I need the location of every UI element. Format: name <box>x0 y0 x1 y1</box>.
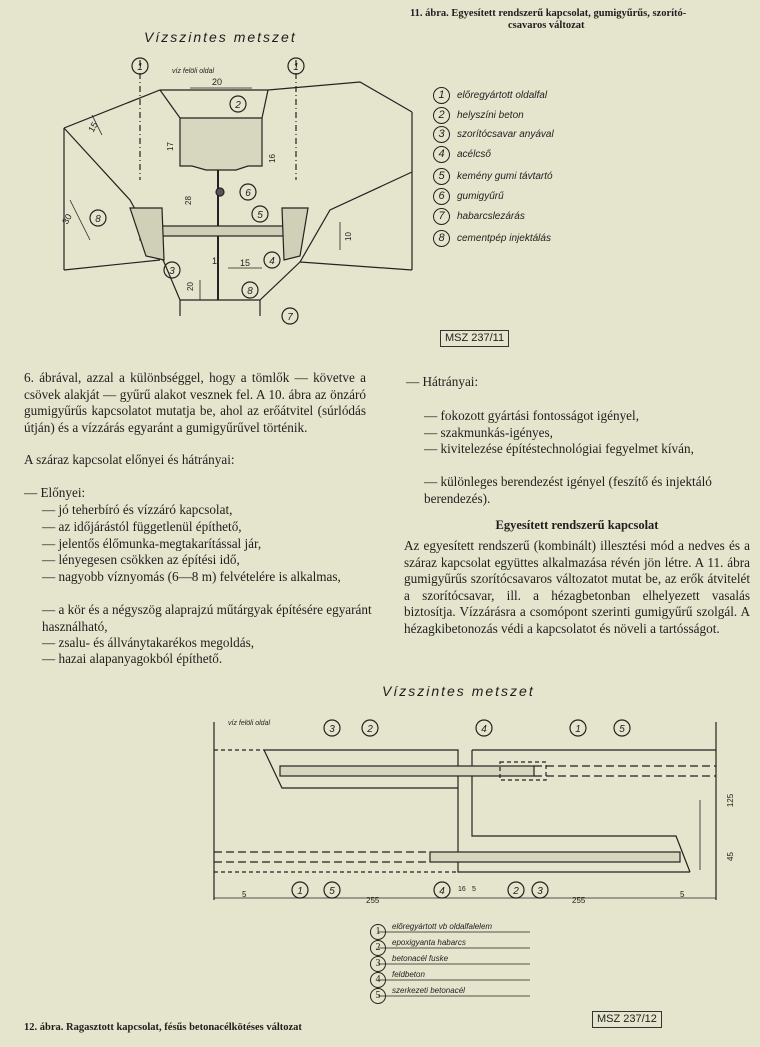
svg-text:1: 1 <box>137 62 143 73</box>
list-item: — kivitelezése építéstechnológiai fegyelmet kíván, <box>424 441 694 456</box>
list-item: — hazai alapanyagokból építhető. <box>42 651 223 666</box>
list-item: — a kör és a négyszög alaprajzú műtárgyak építésére egyaránt használható, <box>42 602 372 634</box>
list-item: — nagyobb víznyomás (6—8 m) felvételére is alkalmas, <box>42 569 341 584</box>
legend-num: 6 <box>433 188 450 205</box>
legend-num: 2 <box>370 940 386 956</box>
list-item: — lényegesen csökken az építési idő, <box>42 552 240 567</box>
fig12-title: Vízszintes metszet <box>382 683 535 699</box>
legend-label: habarcslezárás <box>457 211 525 223</box>
fig12-dim-16: 16 <box>458 886 466 893</box>
fig11-dim-20: 20 <box>212 77 223 87</box>
legend-num: 2 <box>433 107 450 124</box>
legend-num: 5 <box>370 988 386 1004</box>
fig11-standard: MSZ 237/11 <box>440 330 509 347</box>
list-item: — szakmunkás-igényes, <box>424 425 553 440</box>
legend-label: kemény gumi távtartó <box>457 171 553 183</box>
svg-text:5: 5 <box>619 724 625 735</box>
fig11-caption-line2: csavaros változat <box>508 20 585 31</box>
list-item: — zsalu- és állványtakarékos megoldás, <box>42 635 255 650</box>
svg-text:1: 1 <box>297 886 303 897</box>
legend-num: 8 <box>433 230 450 247</box>
legend-num: 5 <box>433 168 450 185</box>
fig11-dim-15: 15 <box>86 120 100 134</box>
legend-num: 4 <box>433 146 450 163</box>
legend-label: szorítócsavar anyával <box>457 129 554 141</box>
legend-label: szerkezeti betonacél <box>392 986 465 995</box>
svg-text:3: 3 <box>169 266 175 277</box>
list-item: — különleges berendezést igényel (feszítő és injektáló berendezés). <box>424 474 712 506</box>
fig11-water-side: víz felöli oldal <box>172 68 215 75</box>
svg-text:2: 2 <box>235 100 241 111</box>
svg-text:1: 1 <box>575 724 581 735</box>
fig12-dim-45: 45 <box>725 852 735 861</box>
disadvantages-title: — Hátrányai: <box>406 374 479 389</box>
section-body: Az egyesített rendszerű (kombinált) illesztési mód a nedves és a száraz kapcsolat együttes alkalmazása révén jön létre. A 11. ábra gumigyűrűs szorítócsavaros változatot mutat be, az erők átvitelét a szorítócsavar, ill. a hézagbetonban elhelyezett vasalás biztosítja. Vízzárásra a csomópont szerinti gumigyűrű szolgál. A hézagkibetonozás védi a kapcsolatot és növeli a tartósságot. <box>404 538 750 636</box>
fig11-caption-line1: 11. ábra. Egyesített rendszerű kapcsolat, gumigyűrűs, szorító- <box>410 8 687 19</box>
legend-label: feldbeton <box>392 970 425 979</box>
legend-num: 3 <box>433 126 450 143</box>
fig12-dim-255b: 255 <box>572 896 586 905</box>
svg-text:6: 6 <box>245 188 251 199</box>
fig12-standard: MSZ 237/12 <box>592 1011 662 1028</box>
svg-text:3: 3 <box>329 724 335 735</box>
fig12-water-side: víz felöli oldal <box>228 720 271 727</box>
fig11-dim-1: 1 <box>212 256 218 266</box>
legend-num: 1 <box>370 924 386 940</box>
legend-label: acélcső <box>457 149 491 161</box>
list-item: — jó teherbíró és vízzáró kapcsolat, <box>42 502 233 517</box>
fig12-dim-5c: 5 <box>680 890 685 899</box>
fig12-caption: 12. ábra. Ragasztott kapcsolat, fésűs betonacélkötéses változat <box>24 1022 302 1033</box>
svg-text:8: 8 <box>247 286 253 297</box>
left-para2: A száraz kapcsolat előnyei és hátrányai: <box>24 452 235 467</box>
svg-text:8: 8 <box>95 214 101 225</box>
advantages-title: — Előnyei: <box>24 485 86 500</box>
legend-label: gumigyűrű <box>457 191 504 203</box>
fig11-dim-16: 16 <box>267 154 277 163</box>
fig12-dim-125: 125 <box>726 793 736 808</box>
fig11-title: Vízszintes metszet <box>144 29 297 45</box>
fig11-dim-30: 30 <box>60 212 74 226</box>
fig12-dim-255a: 255 <box>366 896 380 905</box>
svg-text:5: 5 <box>329 886 335 897</box>
legend-num: 1 <box>433 87 450 104</box>
list-item: — fokozott gyártási fontosságot igényel, <box>424 408 639 423</box>
list-item: — jelentős élőmunka-megtakarítással jár, <box>42 536 262 551</box>
legend-label: előregyártott vb oldalfalelem <box>392 922 493 931</box>
svg-text:5: 5 <box>257 210 263 221</box>
fig11-dim-17: 17 <box>165 142 175 151</box>
fig12-dim-5b: 5 <box>472 886 476 893</box>
fig11-dim-20b: 20 <box>185 282 195 291</box>
svg-text:1: 1 <box>293 62 299 73</box>
list-item: — az időjárástól függetlenül építhető, <box>42 519 242 534</box>
legend-label: cementpép injektálás <box>457 233 551 245</box>
fig11-dim-28: 28 <box>183 196 193 205</box>
legend-label: helyszíni beton <box>457 110 524 122</box>
section-title: Egyesített rendszerű kapcsolat <box>495 518 659 532</box>
svg-text:4: 4 <box>269 256 275 267</box>
svg-text:3: 3 <box>537 886 543 897</box>
legend-num: 3 <box>370 956 386 972</box>
legend-label: epoxigyanta habarcs <box>392 938 466 947</box>
svg-text:2: 2 <box>367 724 373 735</box>
legend-num: 4 <box>370 972 386 988</box>
legend-label: előregyártott oldalfal <box>457 90 548 102</box>
fig11-dim-15b: 15 <box>240 258 251 268</box>
fig12-dim-5a: 5 <box>242 890 247 899</box>
svg-text:4: 4 <box>481 724 487 735</box>
legend-label: betonacél fuske <box>392 954 449 963</box>
svg-text:7: 7 <box>287 312 293 323</box>
svg-text:2: 2 <box>513 886 519 897</box>
svg-text:4: 4 <box>439 886 445 897</box>
fig11-dim-10: 10 <box>343 232 353 241</box>
legend-num: 7 <box>433 208 450 225</box>
left-para1: 6. ábrával, azzal a különbséggel, hogy a tömlők — követve a csövek alakját — gyűrű alakot vesznek fel. A 10. ábra az önzáró gumigyűrűs kapcsolatot mutatja be, ahol az erőátvitel (súrlódás útján) és a vízzárás egyaránt a gumigyűrűvel történik. <box>24 370 366 435</box>
